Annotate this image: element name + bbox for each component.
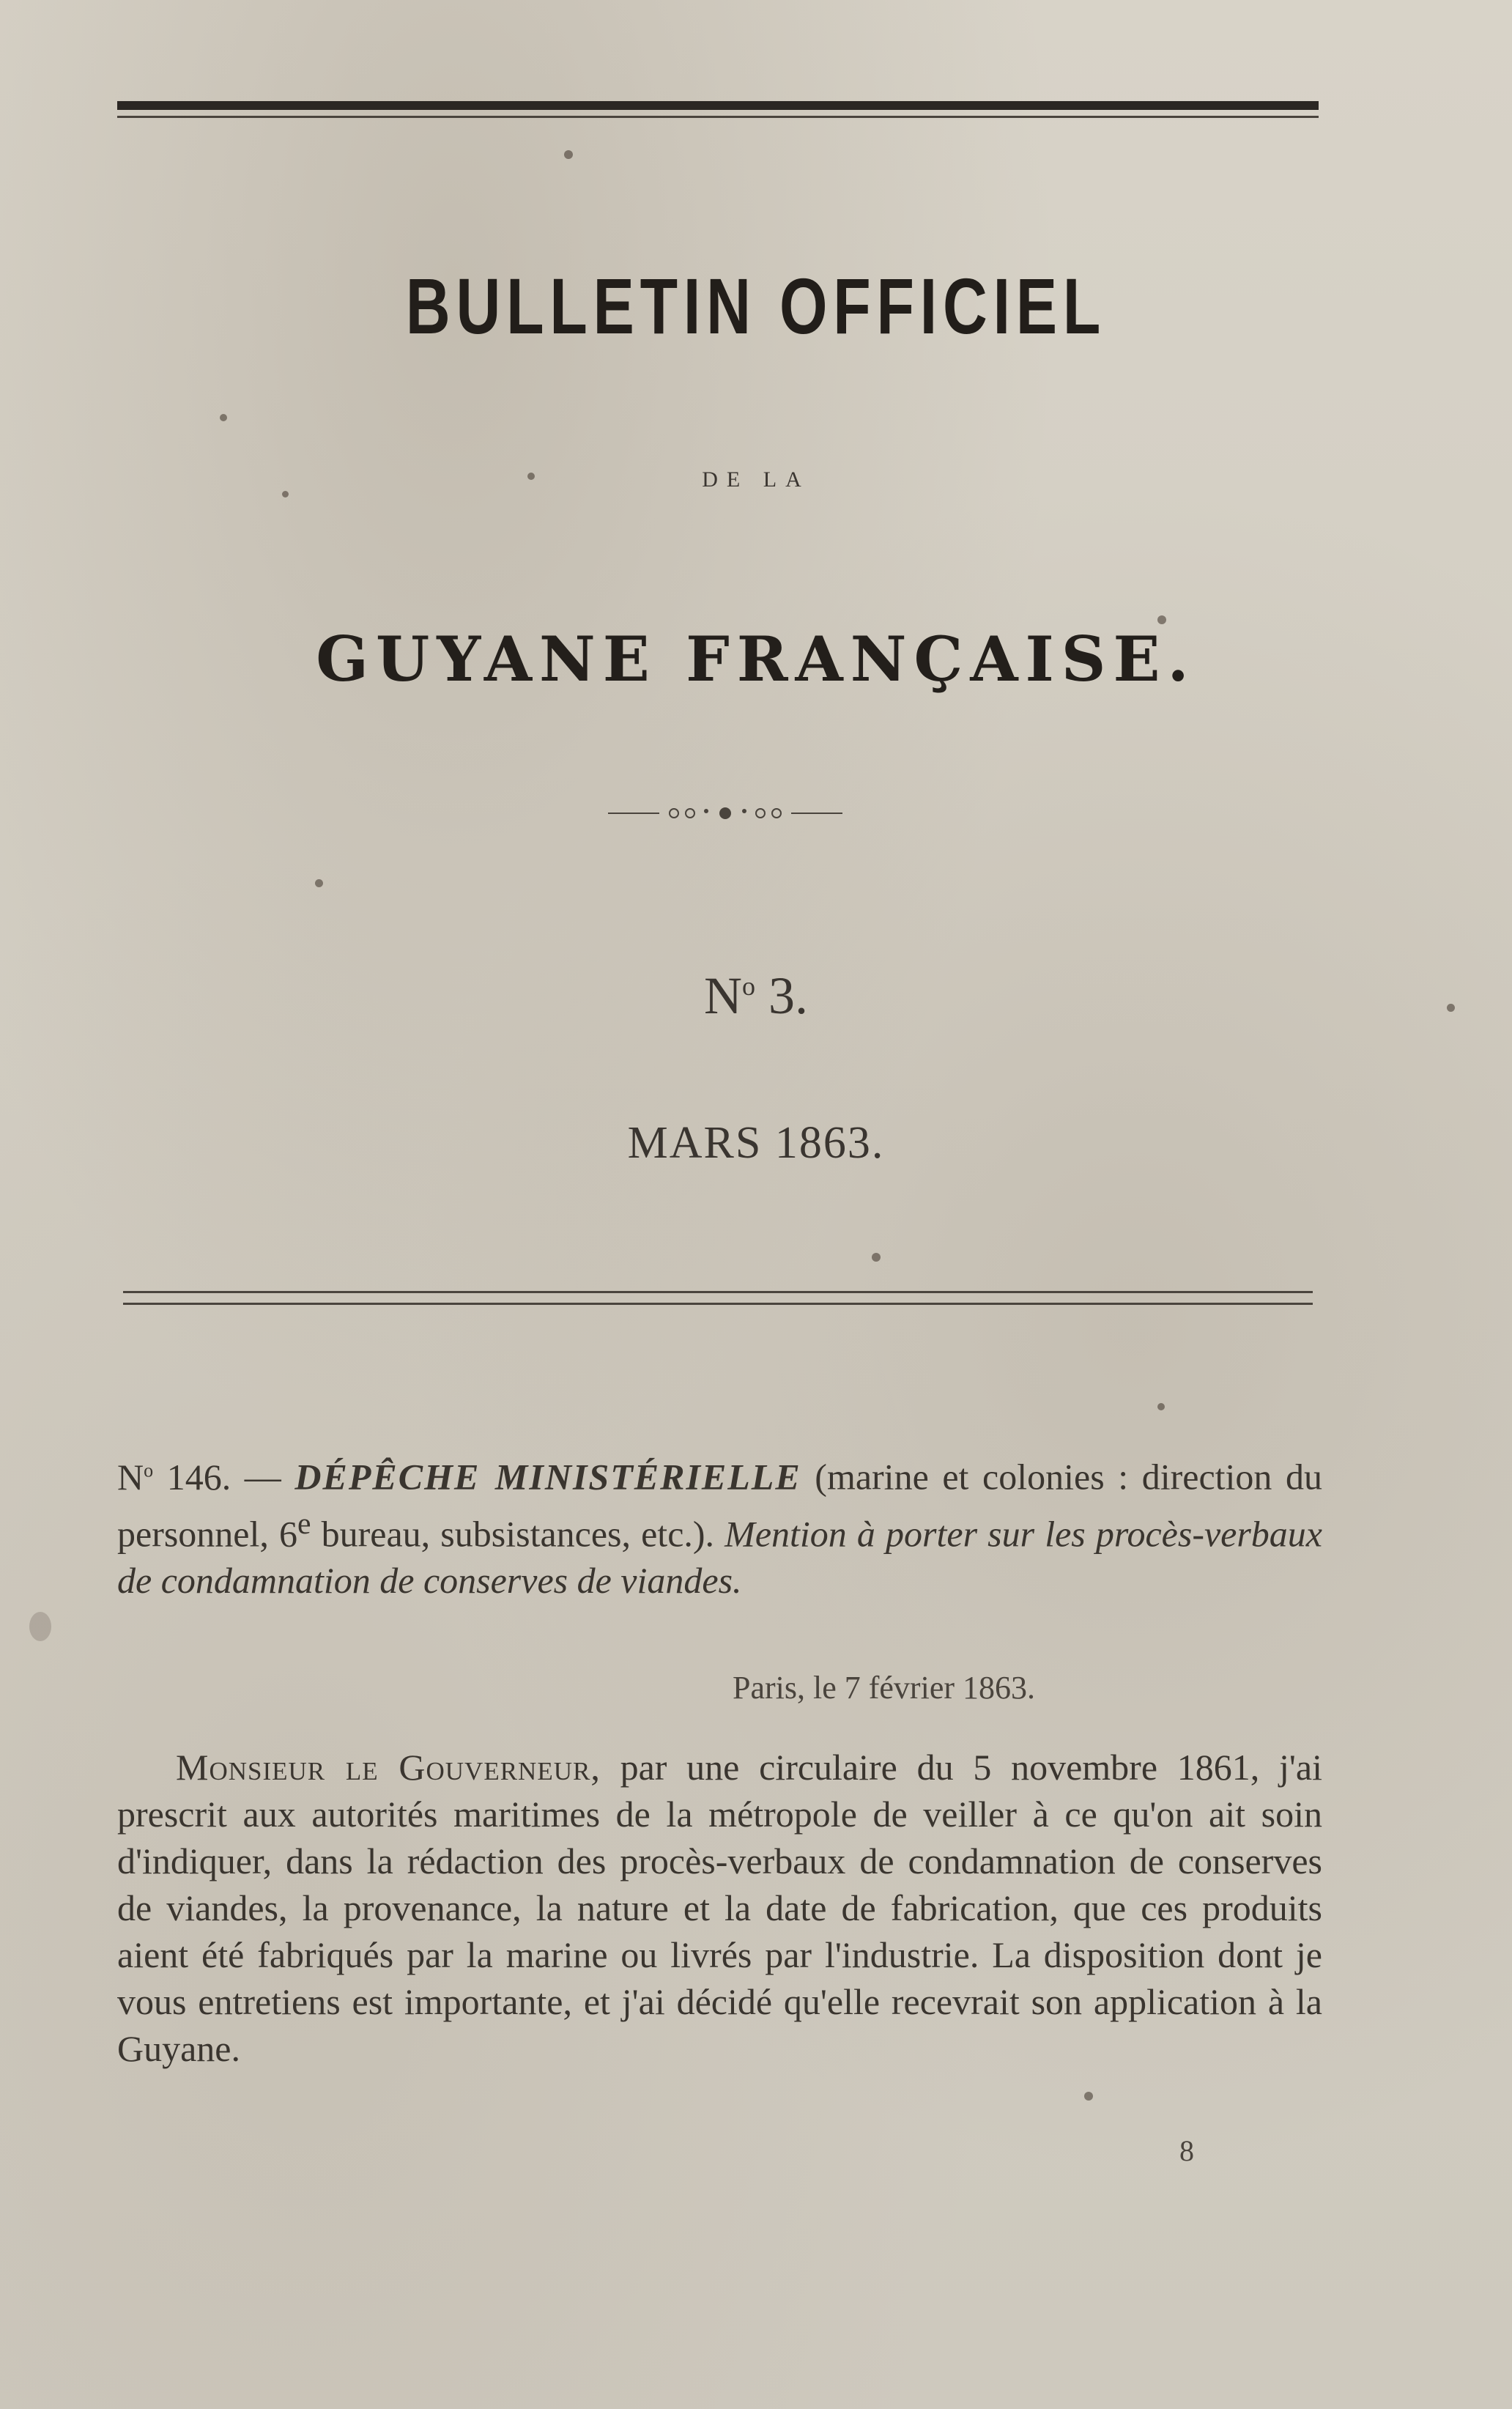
ink-spot (315, 879, 323, 887)
section-rule-bottom (123, 1303, 1313, 1305)
entry-heading: DÉPÊCHE MINISTÉRIELLE (294, 1456, 801, 1498)
bulletin-title: BULLETIN OFFICIEL (405, 262, 1107, 350)
ink-spot (564, 150, 573, 159)
top-rule-thin (117, 116, 1319, 118)
issue-prefix-sup: o (742, 972, 755, 1001)
entry-source-sup: e (297, 1506, 311, 1541)
issue-number-value: 3. (768, 966, 808, 1025)
issue-number (0, 966, 1512, 1026)
ink-spot (29, 1612, 51, 1641)
place-date: Paris, le 7 février 1863. (733, 1670, 1035, 1706)
ink-spot (220, 414, 227, 421)
ink-spot (1157, 1403, 1165, 1410)
bulletin-colony-title: GUYANE FRANÇAISE. (316, 623, 1196, 695)
entry-subject: Mention à porter sur les procès-verbaux de condamnation de conserves de viandes. (117, 1513, 1323, 1602)
entry-source-part2: bureau, subsistances, etc.). (321, 1513, 715, 1555)
page-number: 8 (1179, 2134, 1194, 2167)
section-rule-top (123, 1291, 1313, 1293)
salutation: Monsieur le Gouverneur, (176, 1747, 601, 1788)
entry-dash: — (244, 1456, 281, 1498)
entry-heading-block (117, 1447, 1322, 1604)
entry-number-sup: o (144, 1459, 154, 1481)
issue-prefix: N (704, 966, 742, 1025)
ornament-divider (608, 802, 842, 824)
bulletin-subtitle: DE LA (702, 467, 810, 492)
ink-spot (872, 1253, 881, 1262)
entry-number-prefix: N (117, 1456, 144, 1498)
entry-number-value: 146. (166, 1456, 231, 1498)
entry-number (117, 1457, 231, 1498)
letter-text: par une circulaire du 5 novembre 1861, j'ai prescrit aux autorités maritimes de la métropole de veiller à ce qu'on ait soin d'indiquer, dans la rédaction des procès-verbaux de condamnation de conserves de viandes, la provenance, la nature et la date de fabrication, que ces produits aient été fabriqués par la marine ou livrés par l'industrie. La disposition dont je vous entretiens est importante, et j'ai décidé qu'elle recevrait son application à la Guyane. (117, 1747, 1322, 2069)
entry-source-part1: (marine et colonies : direction du personnel, 6 (117, 1456, 1323, 1555)
issue-date: MARS 1863. (627, 1118, 885, 1168)
top-rule-thick (117, 101, 1319, 110)
letter-body (117, 1744, 1322, 2072)
ink-spot (1084, 2092, 1093, 2101)
